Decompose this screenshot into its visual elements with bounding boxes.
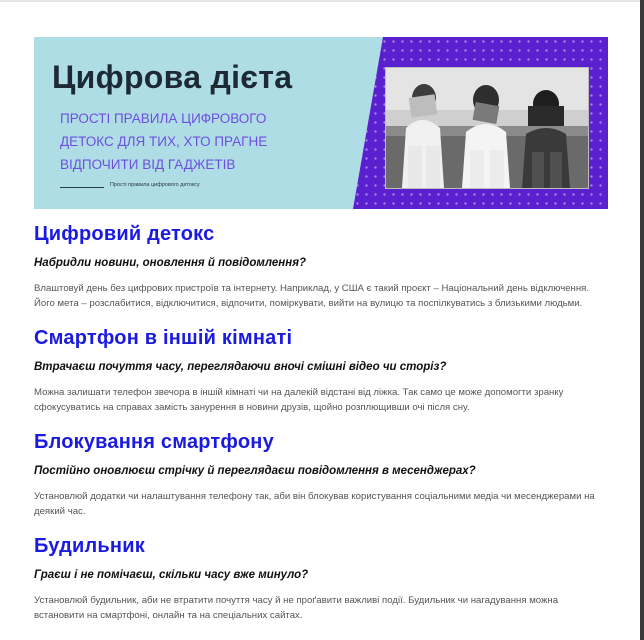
section-title: Смартфон в іншій кімнаті — [34, 327, 293, 349]
section-title: Цифровий детокс — [34, 223, 215, 245]
section-question: Постійно оновлюєш стрічку й переглядаєш повідомлення в месенджерах? — [34, 465, 476, 477]
scrollbar-track[interactable] — [640, 0, 644, 640]
section-text: Влаштовуй день без цифрових пристроїв та інтернету. Наприклад, у США є такий проєкт – Національний день відключення. Його мета – розслабитися, відключитися, відпочити, поміркувати, вийти на вулицю та поспілкуватись з близькими людьми. — [34, 283, 589, 309]
banner-subtitle: ПРОСТІ ПРАВИЛА ЦИФРОВОГО ДЕТОКС ДЛЯ ТИХ, ХТО ПРАГНЕ ВІДПОЧИТИ ВІД ГАДЖЕТІВ — [60, 111, 268, 172]
banner-title: Цифрова дієта — [52, 59, 293, 95]
section-phone-in-other-room — [34, 325, 608, 415]
section-text: Установлюй додатки чи налаштування телефону так, аби він блокував користування соціальними медіа чи месенджерами на деякий час. — [34, 491, 595, 517]
banner-divider — [60, 187, 104, 188]
banner-caption: Прості правила цифрового детоксу — [110, 182, 200, 188]
photo-illustration — [386, 68, 588, 188]
section-question: Втрачаєш почуття часу, переглядаючи вночі смішні відео чи сторіз? — [34, 361, 447, 373]
section-text: Можна залишати телефон звечора в іншій кімнаті чи на далекій відстані від ліжка. Так само це може допомогти зранку сфокусуватись на справах замість занурення в новини друзів, щойно розплющивши очі після сну. — [34, 387, 564, 413]
header-banner — [34, 37, 608, 209]
section-question: Набридли новини, оновлення й повідомлення? — [34, 257, 306, 269]
section-digital-detox — [34, 221, 608, 311]
people-reading-photo — [385, 67, 589, 189]
section-alarm-clock — [34, 533, 608, 623]
section-text: Установлюй будильник, аби не втратити почуття часу й не проґавити важливі події. Будильник чи нагадування можна встановити на смартфоні, онлайн та на спеціальних сайтах. — [34, 595, 559, 621]
section-title: Будильник — [34, 535, 145, 557]
article-body — [34, 221, 608, 623]
section-title: Блокування смартфону — [34, 431, 274, 453]
section-question: Граєш і не помічаєш, скільки часу вже минуло? — [34, 569, 309, 581]
page-top-edge — [0, 0, 644, 2]
section-phone-blocking — [34, 429, 608, 519]
